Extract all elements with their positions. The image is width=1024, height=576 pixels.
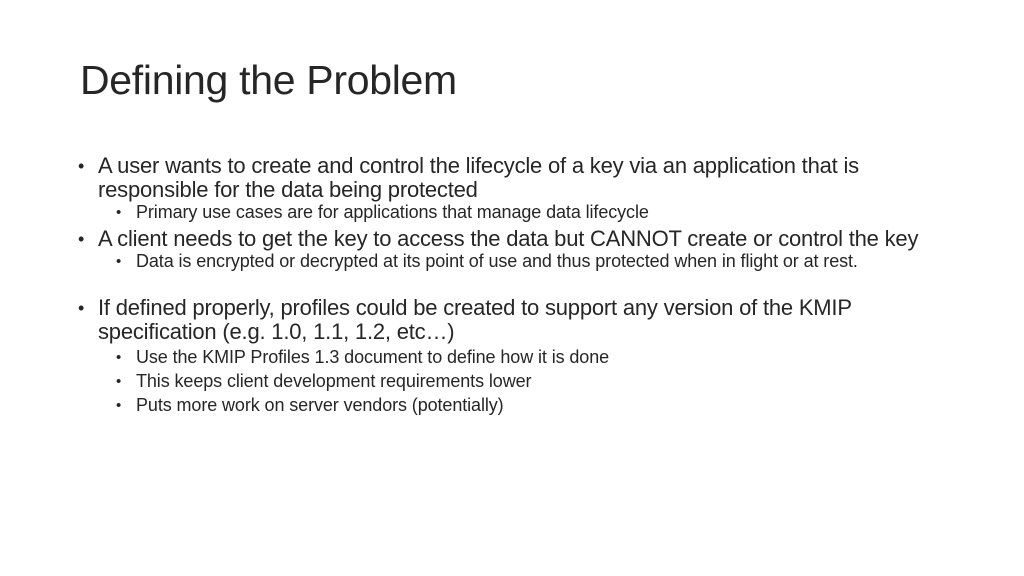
sub-bullet-text: Primary use cases are for applications that manage data lifecycle	[136, 202, 649, 222]
bullet-point	[78, 296, 948, 344]
sub-bullet-point	[78, 251, 948, 272]
sub-bullet-point	[78, 371, 948, 392]
slide-content	[78, 154, 948, 416]
sub-bullet-text: Puts more work on server vendors (potentially)	[136, 395, 504, 415]
bullet-dot-icon: •	[78, 156, 85, 176]
bullet-dot-icon: •	[116, 204, 122, 221]
bullet-dot-icon: •	[116, 349, 122, 366]
bullet-point	[78, 154, 948, 202]
bullet-dot-icon: •	[116, 397, 122, 414]
sub-bullet-point	[78, 202, 948, 223]
sub-bullet-text: Use the KMIP Profiles 1.3 document to define how it is done	[136, 347, 610, 367]
bullet-dot-icon: •	[78, 298, 85, 318]
slide-title: Defining the Problem	[80, 57, 457, 103]
bullet-dot-icon: •	[116, 373, 122, 390]
bullet-text: A client needs to get the key to access the data but CANNOT create or control the key	[98, 226, 919, 251]
sub-bullet-point	[78, 347, 948, 368]
sub-bullet-text: This keeps client development requirements lower	[136, 371, 532, 391]
bullet-text: A user wants to create and control the lifecycle of a key via an application that is responsible for the data being protected	[98, 153, 859, 202]
sub-bullet-point	[78, 395, 948, 416]
bullet-dot-icon: •	[78, 229, 85, 249]
bullet-dot-icon: •	[116, 253, 122, 270]
bullet-text: If defined properly, profiles could be created to support any version of the KMIP specification (e.g. 1.0, 1.1, 1.2, etc…)	[98, 295, 852, 344]
sub-bullet-text: Data is encrypted or decrypted at its point of use and thus protected when in flight or at rest.	[136, 251, 858, 271]
bullet-point	[78, 227, 948, 251]
